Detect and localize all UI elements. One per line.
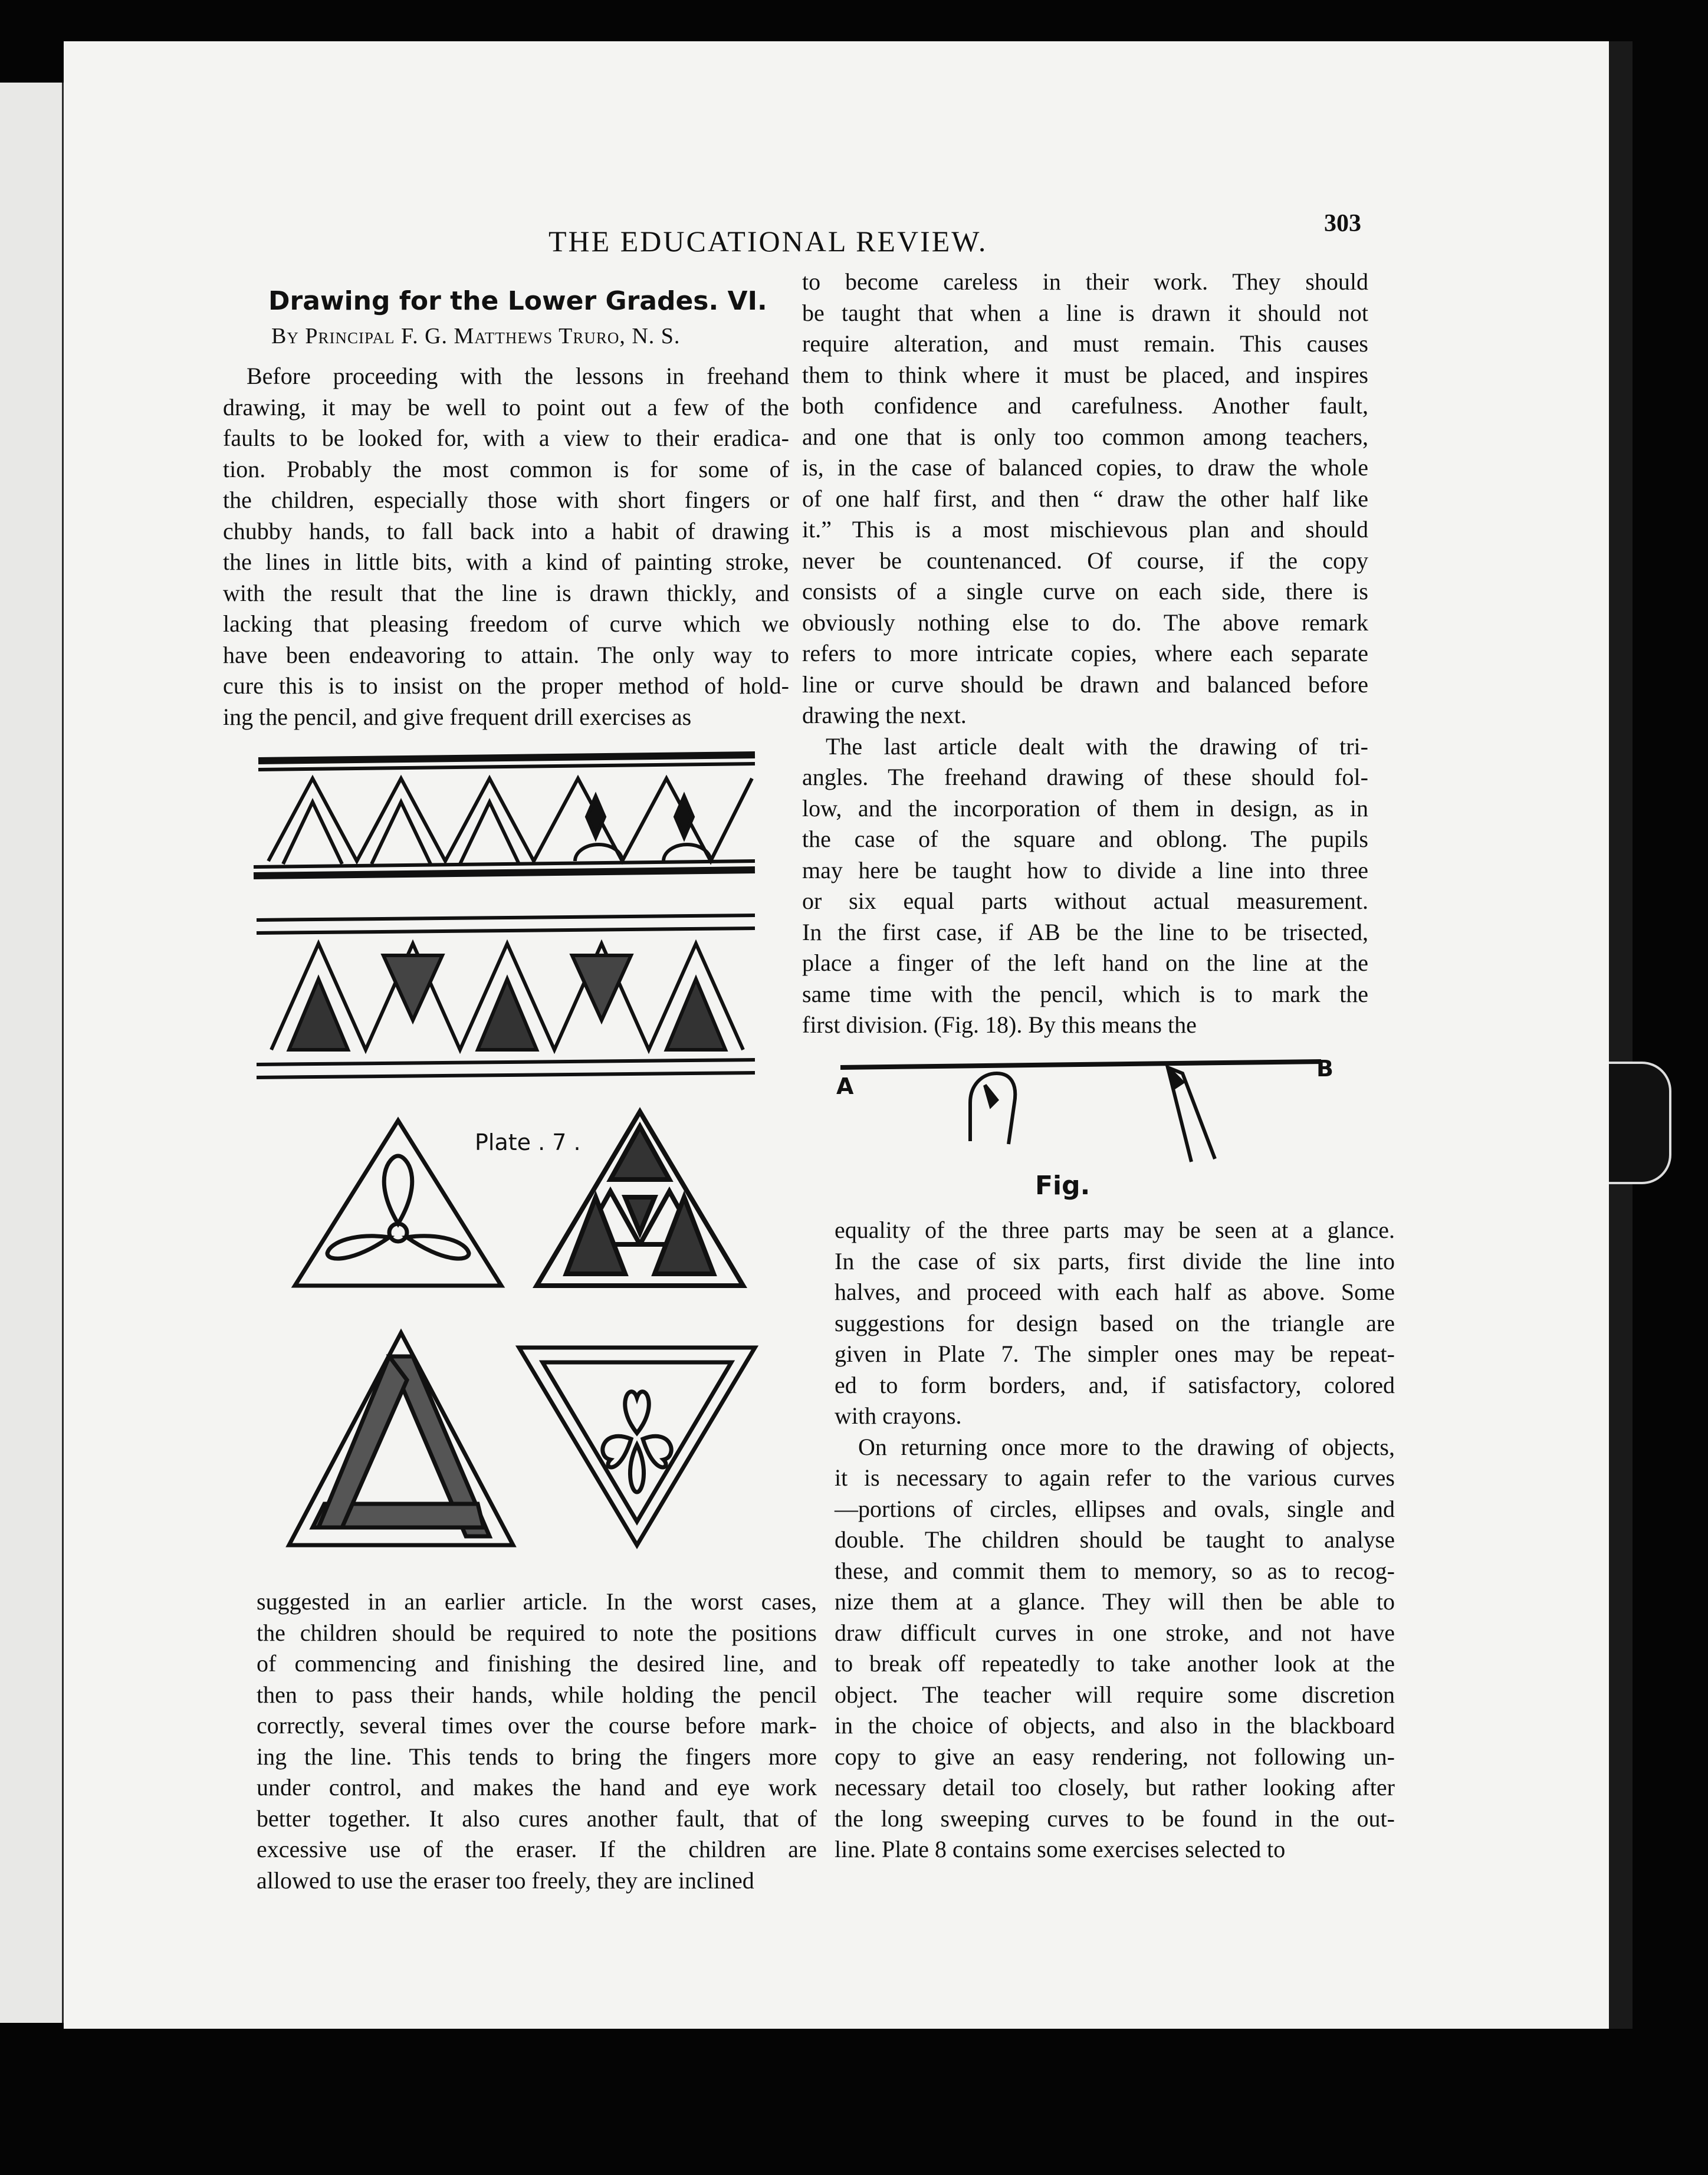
text-line: better together. It also cures another fault, that of — [257, 1805, 817, 1832]
text-line: On returning once more to the drawing of objects, — [858, 1433, 1395, 1460]
pencil-drawing — [1168, 1067, 1215, 1162]
text-line: them to think where it must be placed, and inspires — [802, 361, 1368, 388]
text-line: draw difficult curves in one stroke, and not have — [835, 1619, 1395, 1646]
text-line: the children should be required to note the positions — [257, 1619, 817, 1646]
text-line: with the result that the line is drawn thickly, and — [223, 579, 789, 606]
text-line: excessive use of the eraser. If the children are — [257, 1836, 817, 1862]
text-line: require alteration, and must remain. This causes — [802, 330, 1368, 357]
text-line: with crayons. — [835, 1402, 962, 1429]
text-line: drawing, it may be well to point out a few of the — [223, 393, 789, 420]
text-line: ing the pencil, and give frequent drill exercises as — [223, 703, 692, 730]
text-line: equality of the three parts may be seen at a glance. — [835, 1217, 1395, 1243]
text-line: have been endeavoring to attain. The only way to — [223, 641, 789, 668]
text-line: given in Plate 7. The simpler ones may be repeat- — [835, 1341, 1395, 1367]
fig-18-illustration — [837, 1050, 1333, 1168]
text-line: suggestions for design based on the triangle are — [835, 1309, 1395, 1336]
text-line: ing the line. This tends to bring the fingers more — [257, 1743, 817, 1770]
running-head: THE EDUCATIONAL REVIEW. — [548, 225, 988, 258]
text-line: —portions of circles, ellipses and ovals, single and — [835, 1495, 1395, 1522]
text-line: angles. The freehand drawing of these should fol- — [802, 764, 1368, 790]
text-line: allowed to use the eraser too freely, they are inclined — [257, 1867, 754, 1894]
text-line: The last article dealt with the drawing of tri- — [826, 732, 1368, 760]
text-line: drawing the next. — [802, 702, 967, 728]
text-line: tion. Probably the most common is for some of — [223, 455, 789, 482]
page-tab — [1604, 1062, 1671, 1184]
text-line: double. The children should be taught to analyse — [835, 1526, 1395, 1553]
text-line: halves, and proceed with each half as above. Some — [835, 1279, 1395, 1305]
text-line: first division. (Fig. 18). By this means the — [802, 1011, 1197, 1038]
column-1-bottom-text — [257, 1586, 817, 1896]
text-line: to break off repeatedly to take another look at the — [835, 1650, 1395, 1677]
text-line: low, and the incorporation of them in design, as in — [802, 794, 1368, 822]
border-band-1 — [254, 755, 755, 876]
text-line: nize them at a glance. They will then be able to — [835, 1588, 1395, 1615]
text-line: the children, especially those with short fingers or — [223, 487, 789, 513]
text-line: suggested in an earlier article. In the worst cases, — [257, 1588, 817, 1615]
text-line: then to pass their hands, while holding the pencil — [257, 1681, 817, 1708]
triangle-interlaced — [289, 1333, 513, 1545]
column-2-bottom-text — [835, 1215, 1395, 1865]
text-line: cure this is to insist on the proper method of hold- — [223, 672, 789, 699]
column-1-top-text — [223, 361, 789, 732]
text-line: faults to be looked for, with a view to their eradica- — [223, 425, 789, 451]
text-line: consists of a single curve on each side, there is — [802, 578, 1368, 604]
text-line: both confidence and carefulness. Another fault, — [802, 392, 1368, 419]
text-line: of commencing and finishing the desired line, and — [257, 1650, 817, 1677]
text-line: ed to form borders, and, if satisfactory, colored — [835, 1371, 1395, 1398]
page-number: 303 — [1324, 210, 1361, 237]
text-line: line or curve should be drawn and balanced before — [802, 671, 1368, 698]
text-line: chubby hands, to fall back into a habit of drawing — [223, 517, 789, 544]
text-line: Before proceeding with the lessons in freehand — [247, 363, 789, 389]
text-line: In the case of six parts, first divide the line into — [835, 1247, 1395, 1274]
text-line: it.” This is a most mischievous plan and should — [802, 516, 1368, 543]
triangle-heart-clover — [519, 1348, 755, 1545]
text-line: and one that is only too common among teachers, — [802, 423, 1368, 450]
text-line: object. The teacher will require some discretion — [835, 1681, 1395, 1708]
plate-label: Plate . 7 . — [475, 1129, 581, 1155]
plate-7-illustration — [248, 743, 773, 1569]
text-line: of one half first, and then “ draw the other half like — [802, 485, 1368, 512]
text-line: the lines in little bits, with a kind of painting stroke, — [223, 548, 789, 575]
finger-drawing — [970, 1073, 1015, 1144]
text-line: the long sweeping curves to be found in the out- — [835, 1805, 1395, 1832]
page-gutter-shadow — [1609, 41, 1633, 2029]
text-line: line. Plate 8 contains some exercises selected to — [835, 1836, 1286, 1862]
text-line: in the choice of objects, and also in the blackboard — [835, 1712, 1395, 1739]
triangle-clover — [295, 1121, 501, 1286]
text-line: refers to more intricate copies, where each separate — [802, 640, 1368, 666]
text-line: never be countenanced. Of course, if the copy — [802, 547, 1368, 574]
text-line: these, and commit them to memory, so as to recog- — [835, 1557, 1395, 1584]
figure-label: Fig. — [1035, 1171, 1091, 1201]
text-line: necessary detail too closely, but rather looking after — [835, 1774, 1395, 1801]
text-line: place a finger of the left hand on the line at the — [802, 949, 1368, 976]
text-line: be taught that when a line is drawn it should not — [802, 299, 1368, 326]
text-line: it is necessary to again refer to the various curves — [835, 1464, 1395, 1491]
text-line: the case of the square and oblong. The pupils — [802, 826, 1368, 852]
previous-page-edge — [0, 83, 65, 2023]
text-line: may here be taught how to divide a line into three — [802, 856, 1368, 883]
text-line: is, in the case of balanced copies, to draw the whole — [802, 454, 1368, 481]
text-line: In the first case, if AB be the line to be trisected, — [802, 918, 1368, 945]
text-line: copy to give an easy rendering, not following un- — [835, 1743, 1395, 1770]
text-line: lacking that pleasing freedom of curve which we — [223, 610, 789, 637]
point-a-label: A — [836, 1073, 854, 1099]
text-line: under control, and makes the hand and eye work — [257, 1774, 817, 1801]
column-2-top-text — [802, 267, 1368, 1041]
text-line: or six equal parts without actual measurement. — [802, 888, 1368, 914]
byline: By Principal F. G. Matthews Truro, N. S. — [271, 324, 681, 349]
text-line: correctly, several times over the course before mark- — [257, 1712, 817, 1739]
article-title: Drawing for the Lower Grades. VI. — [268, 286, 767, 316]
text-line: same time with the pencil, which is to mark the — [802, 980, 1368, 1007]
text-line: obviously nothing else to do. The above remark — [802, 609, 1368, 636]
point-b-label: B — [1316, 1056, 1333, 1082]
text-line: to become careless in their work. They should — [802, 268, 1368, 295]
border-band-2 — [257, 915, 755, 1077]
